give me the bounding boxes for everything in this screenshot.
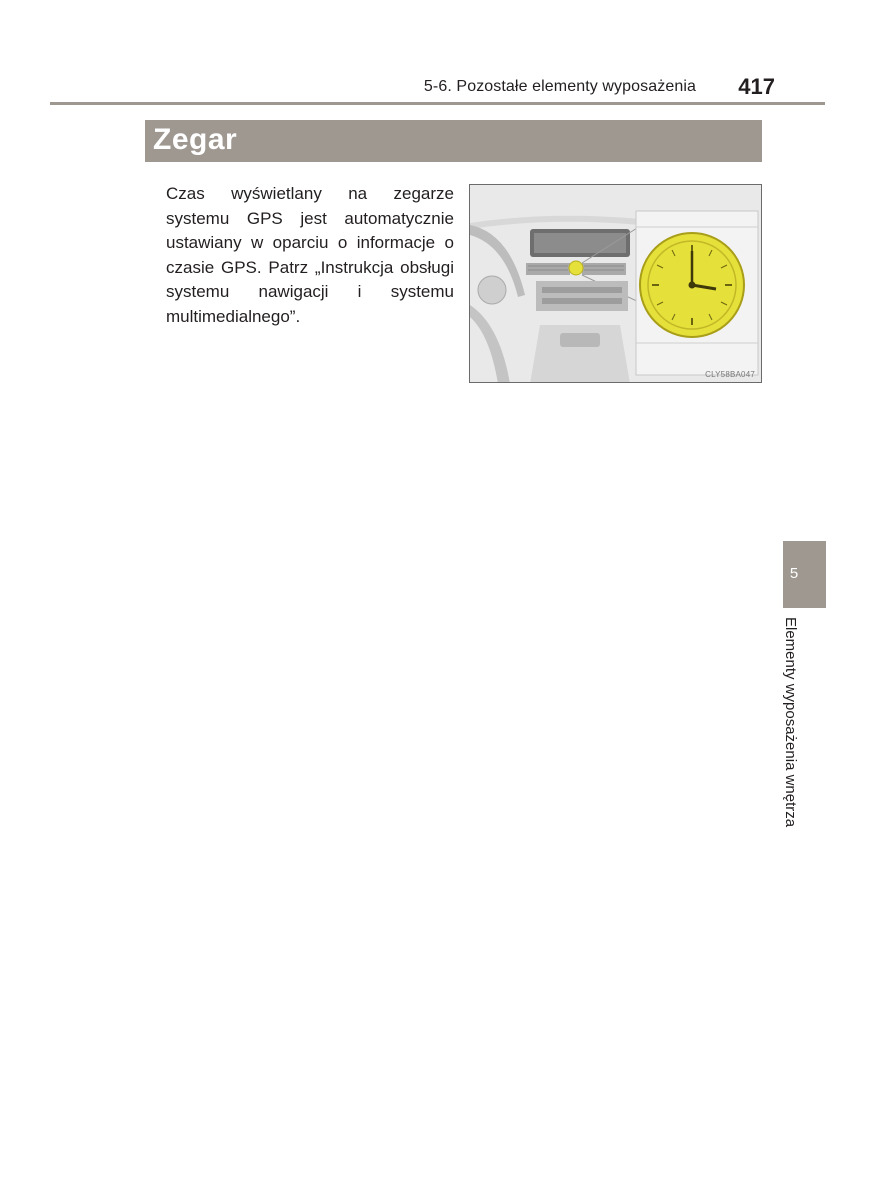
chapter-number: 5 <box>789 565 799 582</box>
chapter-label: Elementy wyposażenia wnętrza <box>782 617 799 828</box>
section-title-bar <box>145 120 762 162</box>
clock-illustration <box>469 184 762 383</box>
dashboard-drawing <box>470 185 762 383</box>
running-header-section: 5-6. Pozostałe elementy wyposażenia <box>423 78 696 95</box>
body-paragraph: Czas wyświetlany na zegarze systemu GPS jest automatycznie ustawiany w oparciu o informacje o czasie GPS. Patrz „Instrukcja obsługi systemu nawigacji i systemu multimedialnego”. <box>166 184 454 326</box>
chapter-tab <box>783 541 826 608</box>
page-number: 417 <box>738 74 775 99</box>
figure-code: CLY58BA047 <box>705 370 755 379</box>
section-title: Zegar <box>153 123 238 156</box>
header-rule <box>50 102 825 105</box>
